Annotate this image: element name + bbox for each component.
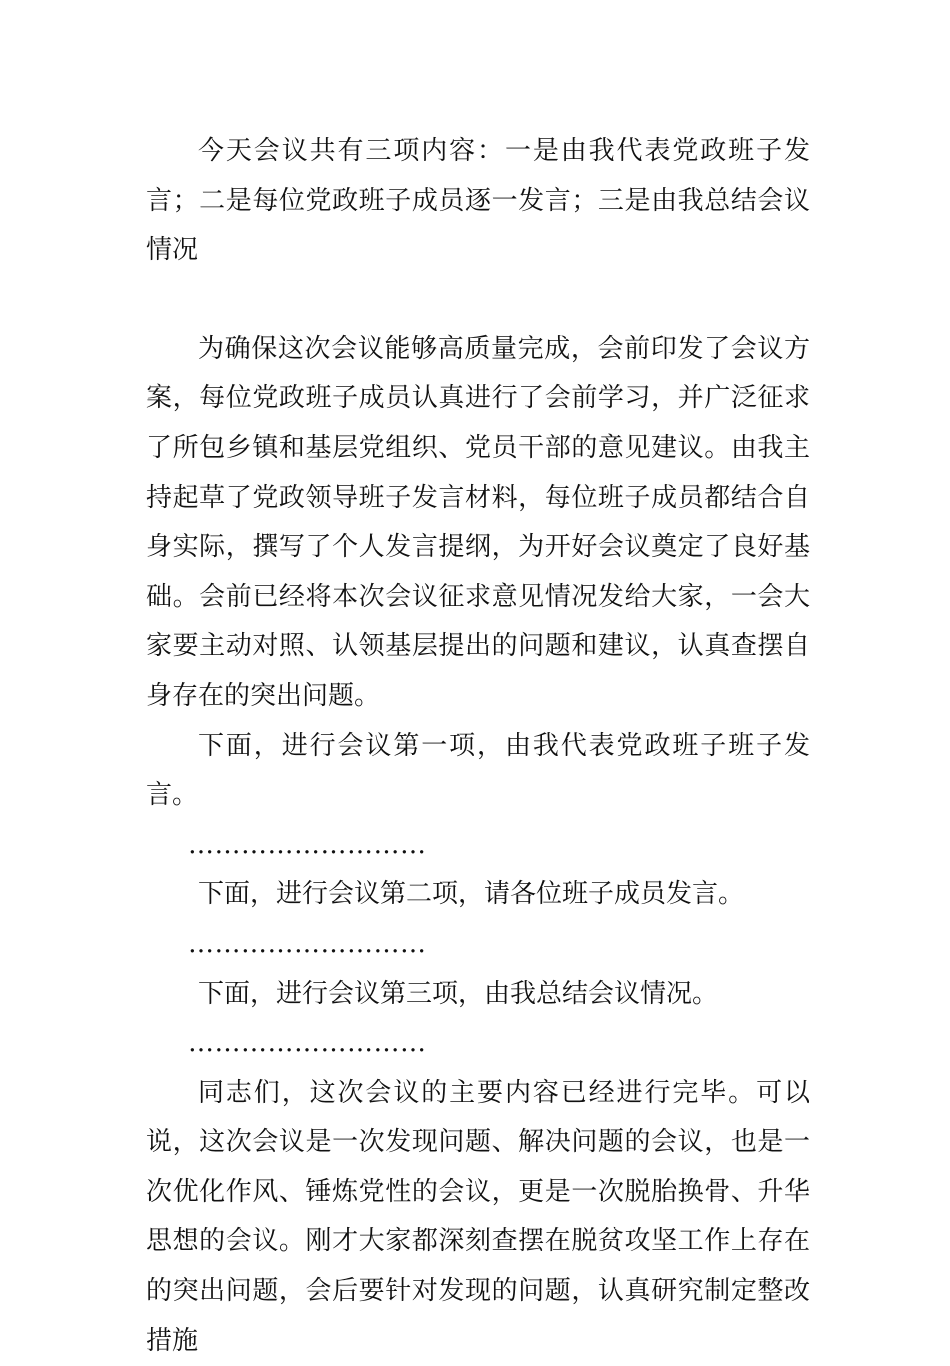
agenda-item-three: 下面，进行会议第三项，由我总结会议情况。 bbox=[198, 978, 719, 1009]
ellipsis-one: ……………………… bbox=[188, 829, 427, 860]
document-body bbox=[146, 127, 810, 1366]
agenda-item-two: 下面，进行会议第二项，请各位班子成员发言。 bbox=[198, 879, 745, 910]
agenda-paragraph: 今天会议共有三项内容：一是由我代表党政班子发言；二是每位党政班子成员逐一发言；三是由我总结会议情况 bbox=[146, 136, 810, 266]
ellipsis-three: ……………………… bbox=[188, 1028, 427, 1059]
preparation-paragraph: 为确保这次会议能够高质量完成，会前印发了会议方案，每位党政班子成员认真进行了会前学习，并广泛征求了所包乡镇和基层党组织、党员干部的意见建议。由我主持起草了党政领导班子发言材料，每位班子成员都结合自身实际，撰写了个人发言提纲，为开好会议奠定了良好基础。会前已经将本次会议征求意见情况发给大家，一会大家要主动对照、认领基层提出的问题和建议，认真查摆自身存在的突出问题。 bbox=[146, 333, 810, 711]
agenda-item-one: 下面，进行会议第一项，由我代表党政班子班子发言。 bbox=[146, 730, 810, 811]
paragraph-spacer bbox=[146, 276, 810, 325]
ellipsis-two: ……………………… bbox=[188, 928, 427, 959]
conclusion-paragraph: 同志们，这次会议的主要内容已经进行完毕。可以说，这次会议是一次发现问题、解决问题的会议，也是一次优化作风、锤炼党性的会议，更是一次脱胎换骨、升华思想的会议。刚才大家都深刻查摆在脱贫攻坚工作上存在的突出问题，会后要针对发现的问题，认真研究制定整改措施 bbox=[146, 1077, 810, 1356]
